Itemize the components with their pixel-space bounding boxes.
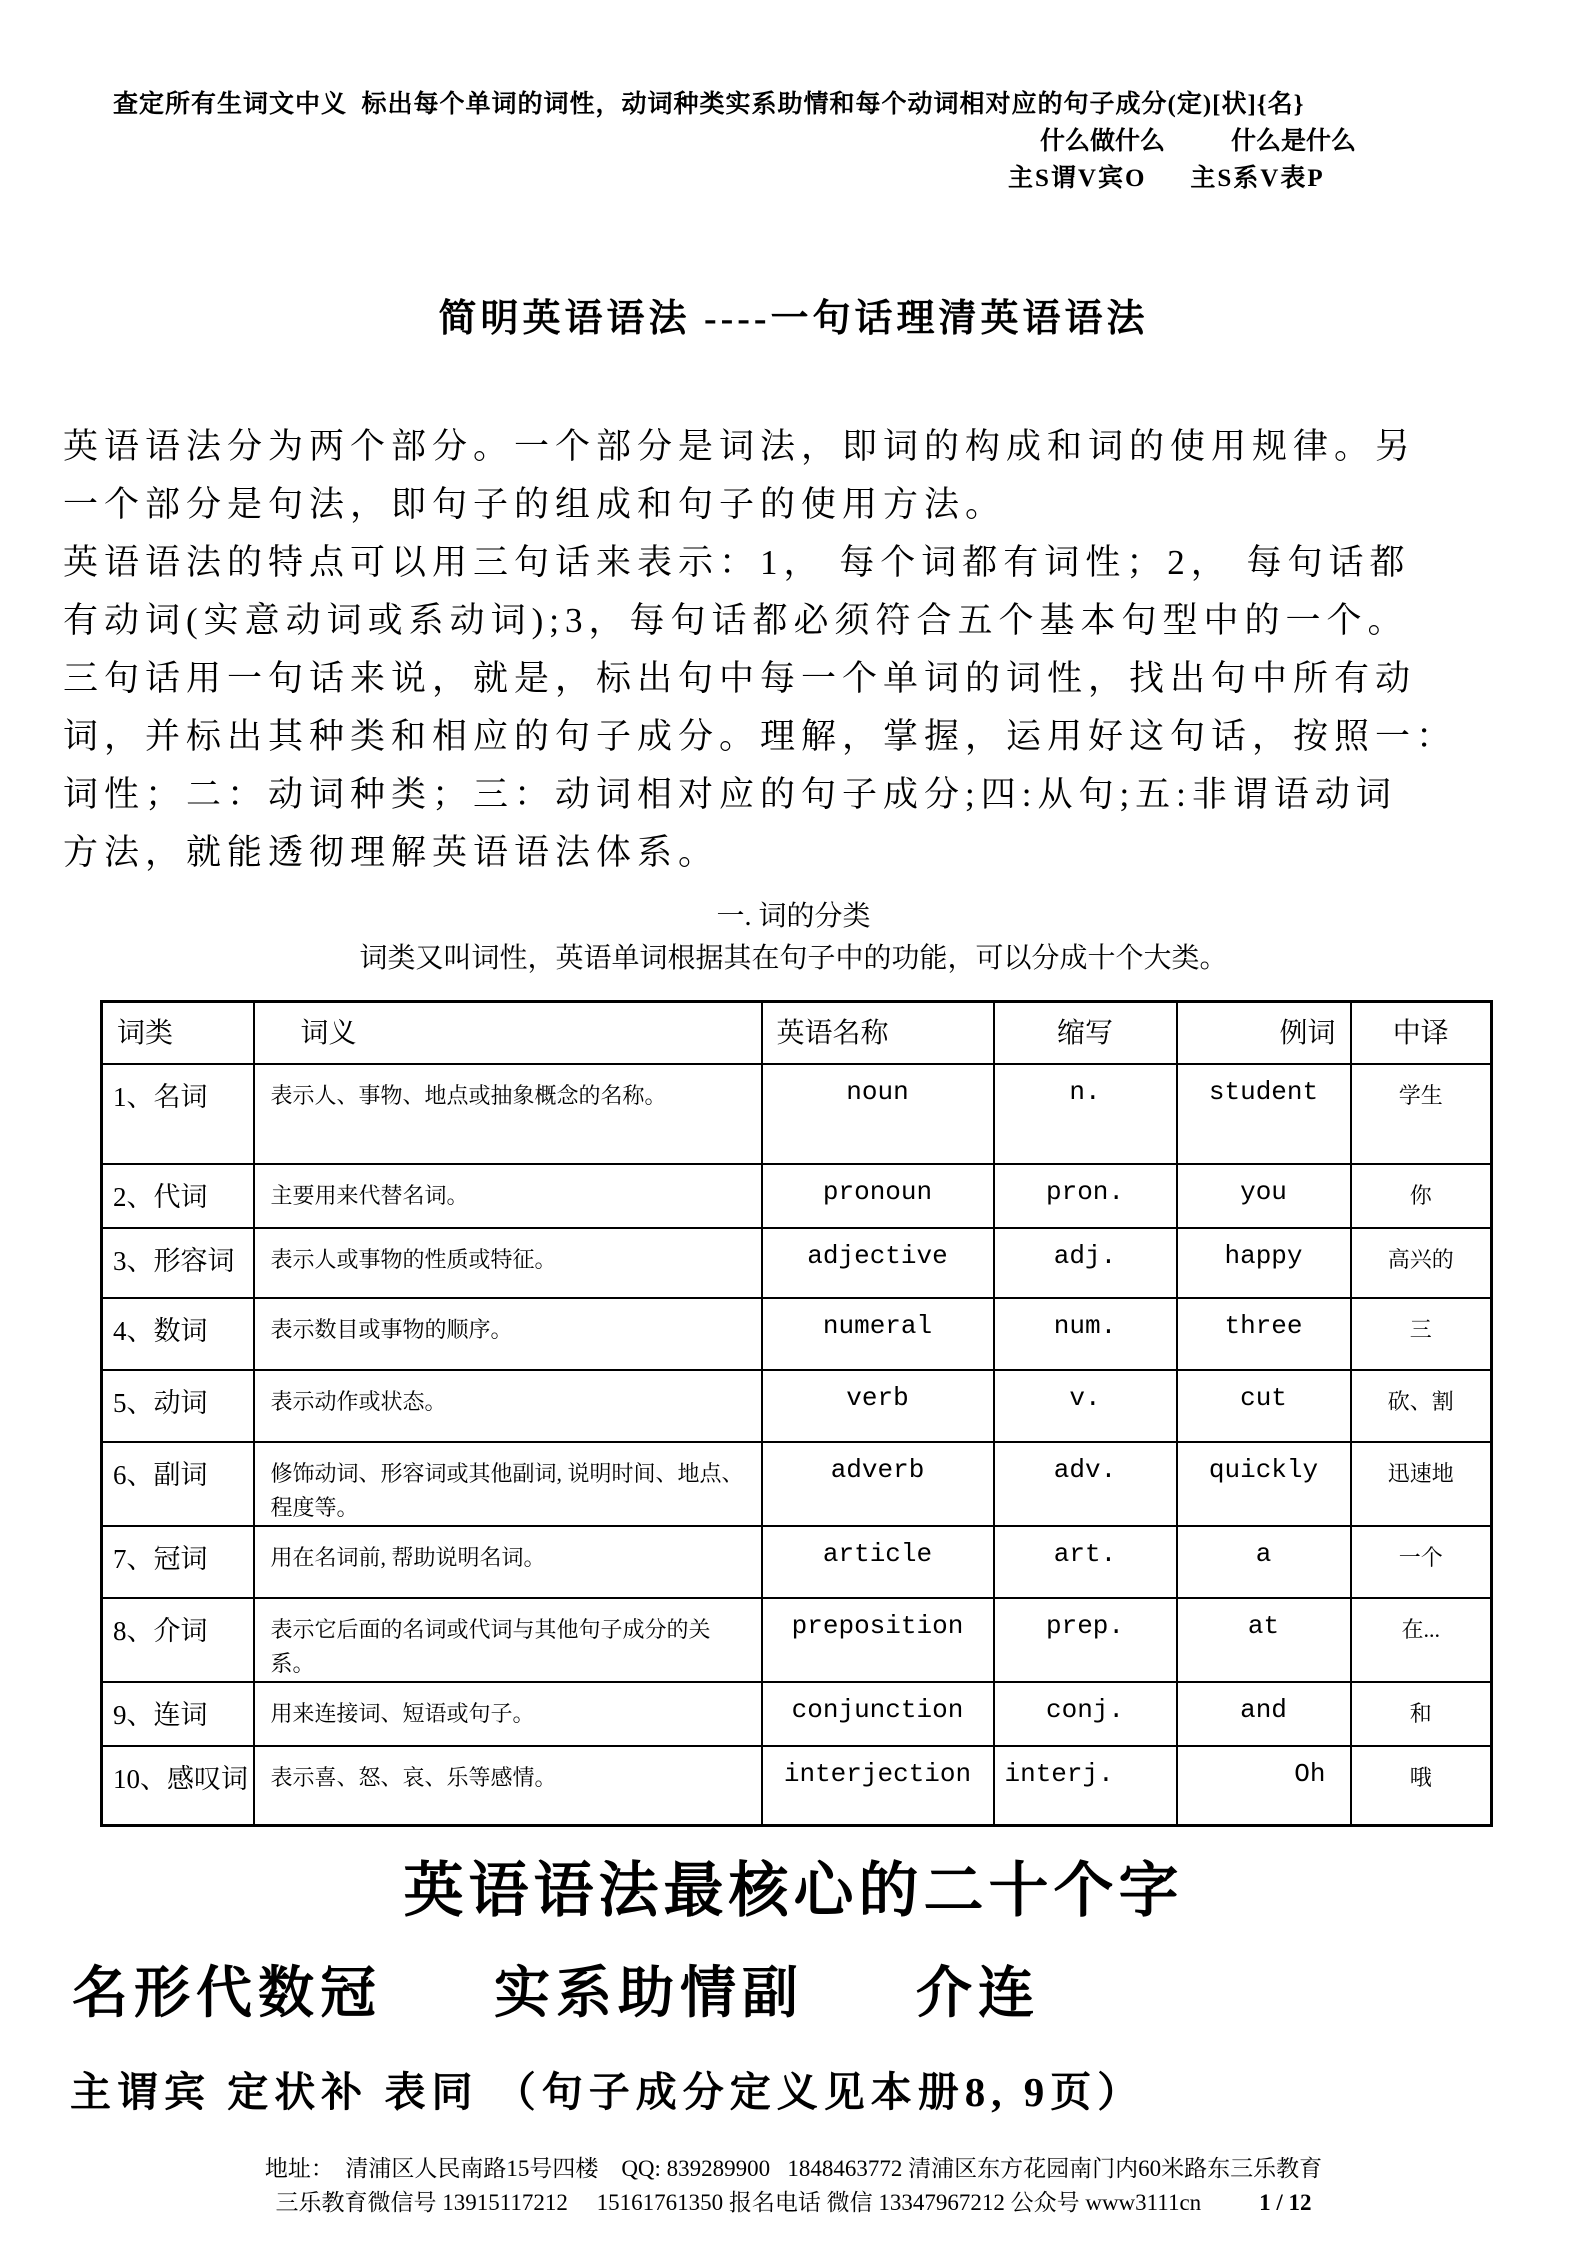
table-cell: prep. [994,1598,1177,1682]
intro-line: 一个部分是句法，即句子的组成和句子的使用方法。 [63,485,1007,524]
table-cell: happy [1177,1228,1351,1298]
footer-contact-text: 三乐教育微信号 13915117212 15161761350 报名电话 微信 13347967212 公众号 www3111cn [275,2190,1202,2215]
footer-contact-line [0,2186,1587,2220]
table-cell: 学生 [1351,1064,1492,1164]
column-header-meaning: 词义 [254,1002,762,1064]
table-cell: 修饰动词、形容词或其他副词, 说明时间、地点、程度等。 [254,1442,762,1526]
table-cell: 8、介词 [102,1598,254,1682]
annotation-line3 [1008,160,1587,197]
table-cell: 表示数目或事物的顺序。 [254,1298,762,1370]
intro-paragraph [63,418,1529,882]
intro-line: 词性；二：动词种类；三：动词相对应的句子成分;四:从句;五:非谓语动词 [63,775,1397,814]
page-number: 1 / 12 [1259,2190,1312,2215]
table-cell: a [1177,1526,1351,1598]
table-cell: adv. [994,1442,1177,1526]
table-cell: numeral [762,1298,994,1370]
table-cell: 主要用来代替名词。 [254,1164,762,1228]
table-row [102,1746,1492,1826]
table-cell: num. [994,1298,1177,1370]
table-cell: Oh [1177,1746,1351,1826]
table-cell: adjective [762,1228,994,1298]
intro-line: 英语语法的特点可以用三句话来表示：1， 每个词都有词性；2， 每句话都 [63,543,1411,582]
table-row [102,1164,1492,1228]
core-heading: 英语语法最核心的二十个字 [403,1858,1184,1924]
table-row [102,1526,1492,1598]
intro-line: 英语语法分为两个部分。一个部分是词法，即词的构成和词的使用规律。另 [63,427,1417,466]
table-row [102,1228,1492,1298]
table-cell: 2、代词 [102,1164,254,1228]
footer-address-line: 地址： 清浦区人民南路15号四楼 QQ: 839289900 1848463772 清浦区东方花园南门内60米路东三乐教育 [264,2156,1323,2181]
table-cell: you [1177,1164,1351,1228]
core-group-2: 实系助情副 [494,1963,804,2025]
intro-line: 有动词(实意动词或系动词);3，每句话都必须符合五个基本句型中的一个。 [63,601,1409,640]
core-group-3: 介连 [916,1963,1040,2025]
section-heading: 一. 词的分类 [716,901,871,932]
table-cell: 砍、割 [1351,1370,1492,1442]
table-cell: and [1177,1682,1351,1746]
table-cell: pronoun [762,1164,994,1228]
table-cell: quickly [1177,1442,1351,1526]
table-cell: 表示人或事物的性质或特征。 [254,1228,762,1298]
table-cell: 1、名词 [102,1064,254,1164]
table-row [102,1442,1492,1526]
table-cell: art. [994,1526,1177,1598]
sentence-components-line: 主谓宾 定状补 表同 （句子成分定义见本册8, 9页） [70,2069,1145,2115]
table-cell: adverb [762,1442,994,1526]
table-row [102,1682,1492,1746]
table-row [102,1298,1492,1370]
column-header-word-class: 词类 [102,1002,254,1064]
page-footer [0,2152,1587,2220]
table-cell: 5、动词 [102,1370,254,1442]
column-header-translation: 中译 [1351,1002,1492,1064]
table-cell: 和 [1351,1682,1492,1746]
table-cell: 你 [1351,1164,1492,1228]
page-title: 简明英语语法 ----一句话理清英语语法 [438,298,1149,340]
svp-label: 主S系V表P [1190,165,1325,192]
annotation-line1: 查定所有生词文中义 标出每个单词的词性，动词种类实系助情和每个动词相对应的句子成分(定)[状]{名} [113,91,1305,118]
parts-of-speech-table [100,1000,1493,1827]
table-cell: 4、数词 [102,1298,254,1370]
table-cell: 3、形容词 [102,1228,254,1298]
table-cell: conj. [994,1682,1177,1746]
table-cell: n. [994,1064,1177,1164]
table-row [102,1064,1492,1164]
table-cell: 表示喜、怒、哀、乐等感情。 [254,1746,762,1826]
table-cell: preposition [762,1598,994,1682]
table-cell: noun [762,1064,994,1164]
pos-table-body [102,1064,1492,1826]
table-cell: 在... [1351,1598,1492,1682]
table-row [102,1370,1492,1442]
table-cell: conjunction [762,1682,994,1746]
table-cell: 7、冠词 [102,1526,254,1598]
table-cell: 用来连接词、短语或句子。 [254,1682,762,1746]
column-header-english-name: 英语名称 [762,1002,994,1064]
column-header-example: 例词 [1177,1002,1351,1064]
table-cell: adj. [994,1228,1177,1298]
intro-line: 三句话用一句话来说，就是，标出句中每一个单词的词性，找出句中所有动 [63,659,1417,698]
table-cell: verb [762,1370,994,1442]
table-cell: 表示动作或状态。 [254,1370,762,1442]
table-cell: 高兴的 [1351,1228,1492,1298]
table-cell: 6、副词 [102,1442,254,1526]
pattern-do-label: 什么做什么 [1040,128,1166,155]
svo-label: 主S谓V宾O [1008,165,1147,192]
table-cell: 一个 [1351,1526,1492,1598]
intro-line: 方法，就能透彻理解英语语法体系。 [63,833,720,872]
core-twenty-chars [72,1949,1587,2029]
table-cell: 哦 [1351,1746,1492,1826]
table-cell: article [762,1526,994,1598]
table-cell: 10、感叹词 [102,1746,254,1826]
header-annotation [0,0,1587,197]
table-cell: pron. [994,1164,1177,1228]
table-cell: student [1177,1064,1351,1164]
table-cell: 用在名词前, 帮助说明名词。 [254,1526,762,1598]
table-cell: 表示人、事物、地点或抽象概念的名称。 [254,1064,762,1164]
table-cell: cut [1177,1370,1351,1442]
table-cell: three [1177,1298,1351,1370]
table-cell: 三 [1351,1298,1492,1370]
section-subheading: 词类又叫词性，英语单词根据其在句子中的功能，可以分成十个大类。 [359,943,1228,974]
intro-line: 词，并标出其种类和相应的句子成分。理解，掌握，运用好这句话，按照一： [63,717,1458,756]
table-cell: interjection [762,1746,994,1826]
annotation-line2 [1040,123,1587,160]
table-cell: 表示它后面的名词或代词与其他句子成分的关系。 [254,1598,762,1682]
table-cell: v. [994,1370,1177,1442]
column-header-abbreviation: 缩写 [994,1002,1177,1064]
table-cell: at [1177,1598,1351,1682]
core-group-1: 名形代数冠 [72,1963,382,2025]
pattern-be-label: 什么是什么 [1231,128,1357,155]
table-row [102,1598,1492,1682]
table-cell: 迅速地 [1351,1442,1492,1526]
table-cell: 9、连词 [102,1682,254,1746]
table-header-row [102,1002,1492,1064]
table-cell: interj. [994,1746,1177,1826]
